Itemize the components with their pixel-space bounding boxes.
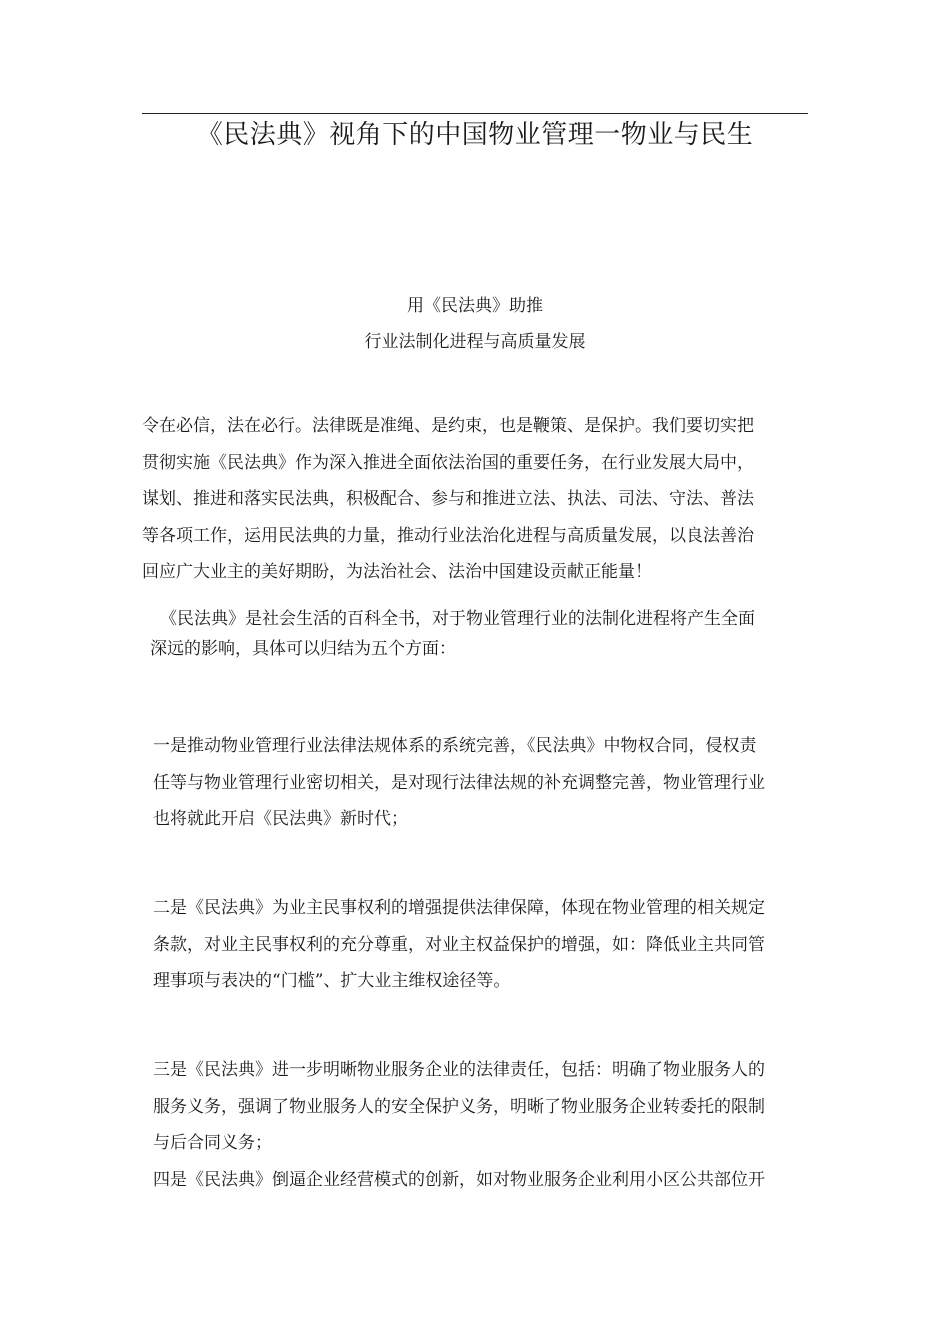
item-line: 也将就此开启《民法典》新时代；: [153, 809, 408, 829]
item-line: 二是《民法典》为业主民事权利的增强提供法律保障，体现在物业管理的相关规定: [153, 898, 765, 918]
list-item-first: [153, 728, 805, 838]
intro-line: 贯彻实施《民法典》作为深入推进全面依法治国的重要任务，在行业发展大局中，: [142, 452, 754, 473]
item-line: 任等与物业管理行业密切相关，是对现行法律法规的补充调整完善，物业管理行业: [153, 772, 765, 793]
item-line: 条款，对业主民事权利的充分尊重，对业主权益保护的增强，如：降低业主共同管: [153, 934, 765, 955]
intro-line: 令在必信，法在必行。法律既是准绳、是约束，也是鞭策、是保护。我们要切实把: [142, 416, 754, 436]
subtitle-line-2: 行业法制化进程与高质量发展: [364, 332, 586, 352]
subtitle-line-1: 用《民法典》助推: [407, 296, 543, 316]
intro-line: 等各项工作，运用民法典的力量，推动行业法治化进程与高质量发展，以良法善治: [142, 525, 754, 546]
overview-paragraph: [150, 604, 800, 664]
item-line: 理事项与表决的“门槛”、扩大业主维权途径等。: [153, 971, 511, 991]
document-title: 《民法典》视角下的中国物业管理一物业与民生: [196, 120, 754, 150]
item-line: 与后合同义务；: [153, 1133, 272, 1153]
intro-line: 回应广大业主的美好期盼，为法治社会、法治中国建设贡献正能量！: [142, 562, 652, 582]
header-rule: [142, 113, 808, 114]
list-item-third: [153, 1052, 805, 1162]
overview-line: 《民法典》是社会生活的百科全书，对于物业管理行业的法制化进程将产生全面: [160, 609, 755, 629]
item-line: 四是《民法典》倒逼企业经营模式的创新，如对物业服务企业利用小区公共部位开: [153, 1170, 765, 1190]
overview-line: 深远的影响，具体可以归结为五个方面：: [150, 639, 456, 659]
list-item-fourth: [153, 1162, 805, 1199]
intro-paragraph: [142, 408, 800, 591]
item-line: 三是《民法典》进一步明晰物业服务企业的法律责任，包括：明确了物业服务人的: [153, 1060, 765, 1080]
item-line: 服务义务，强调了物业服务人的安全保护义务，明晰了物业服务企业转委托的限制: [153, 1096, 765, 1117]
list-item-second: [153, 890, 805, 1000]
item-line: 一是推动物业管理行业法律法规体系的系统完善，《民法典》中物权合同，侵权责: [153, 736, 757, 756]
intro-line: 谋划、推进和落实民法典，积极配合、参与和推进立法、执法、司法、守法、普法: [142, 489, 754, 509]
